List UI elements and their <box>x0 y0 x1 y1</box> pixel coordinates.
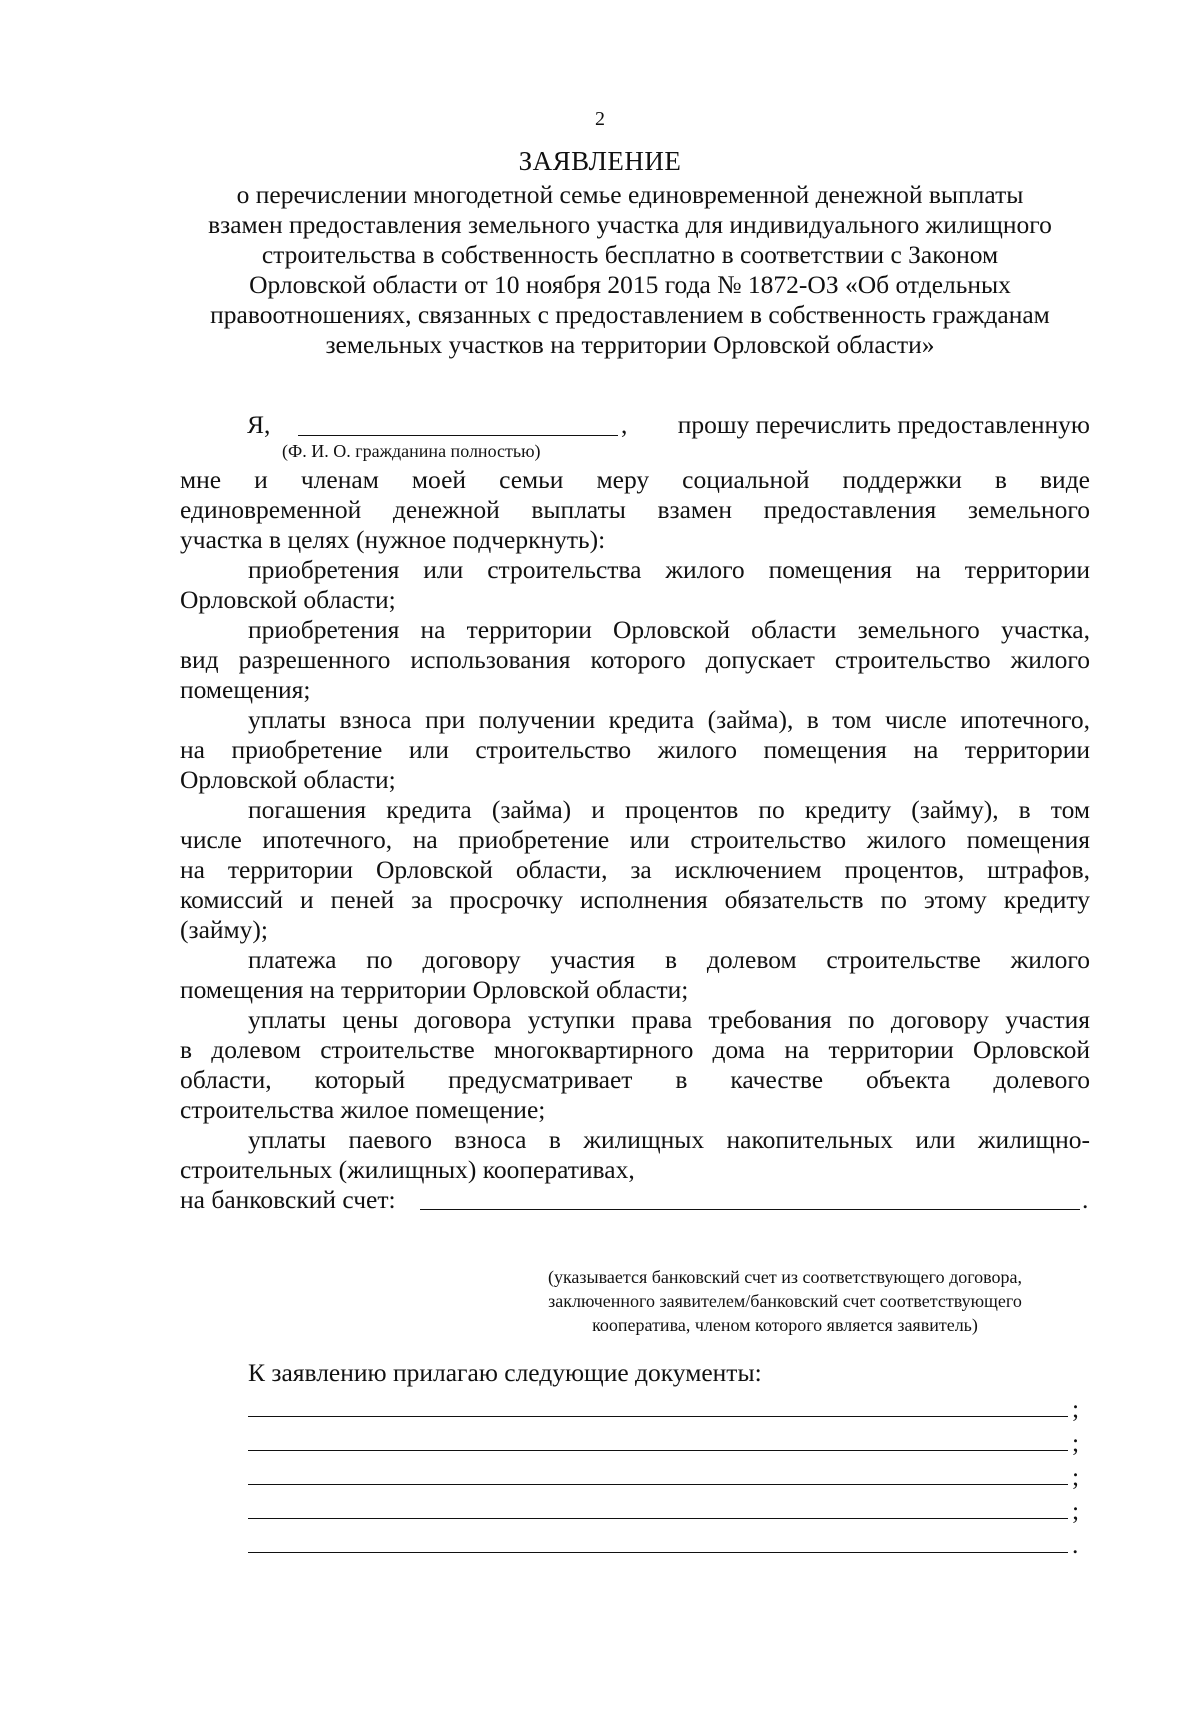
attachment-line-end: . <box>1072 1530 1079 1559</box>
body-line: строительных (жилищных) кооперативах, <box>180 1155 635 1184</box>
body-line: вид разрешенного использования которого допускает строительство жилого <box>180 645 1090 674</box>
attachment-line-end: ; <box>1072 1462 1080 1491</box>
bank-account-line <box>180 1185 1090 1215</box>
intro-prefix: Я, <box>247 410 271 439</box>
attachment-blank[interactable] <box>248 1416 1068 1417</box>
caption-line: заключенного заявителем/банковский счет соответствующего <box>548 1291 1022 1311</box>
bank-account-end: . <box>1082 1185 1089 1214</box>
document-title: ЗАЯВЛЕНИЕ <box>518 146 682 176</box>
caption-line: кооператива, членом которого является заявитель) <box>592 1315 978 1335</box>
purpose-option[interactable]: приобретения на территории Орловской области земельного участка, <box>248 615 1090 644</box>
purpose-option[interactable]: уплаты паевого взноса в жилищных накопительных или жилищно- <box>248 1125 1090 1154</box>
applicant-name-blank[interactable] <box>298 435 618 436</box>
attachment-blank[interactable] <box>248 1552 1068 1553</box>
body-line: комиссий и пеней за просрочку исполнения обязательств по этому кредиту <box>180 885 1090 914</box>
subtitle-line: правоотношениях, связанных с предоставлением в собственность гражданам <box>210 300 1050 329</box>
purpose-option[interactable]: уплаты цены договора уступки права требования по договору участия <box>248 1005 1090 1034</box>
document-body <box>180 465 1090 1215</box>
intro-comma: , <box>621 410 628 439</box>
body-line: числе ипотечного, на приобретение или строительство жилого помещения <box>180 825 1090 854</box>
attachment-line-end: ; <box>1072 1394 1080 1423</box>
body-line: помещения; <box>180 675 311 704</box>
body-line: единовременной денежной выплаты взамен предоставления земельного <box>180 495 1090 524</box>
attachment-line[interactable] <box>248 1428 1108 1462</box>
purpose-option[interactable]: приобретения или строительства жилого помещения на территории <box>248 555 1090 584</box>
applicant-intro <box>180 410 1090 440</box>
attachment-line[interactable] <box>248 1496 1108 1530</box>
subtitle-line: строительства в собственность бесплатно в соответствии с Законом <box>261 240 999 269</box>
attachment-line[interactable] <box>248 1530 1108 1564</box>
body-line: помещения на территории Орловской области; <box>180 975 689 1004</box>
body-line: Орловской области; <box>180 585 396 614</box>
intro-rest: прошу перечислить предоставленную <box>677 410 1090 439</box>
body-line: в долевом строительстве многоквартирного дома на территории Орловской <box>180 1035 1090 1064</box>
attachments-label: К заявлению прилагаю следующие документы: <box>248 1358 762 1387</box>
subtitle-line: Орловской области от 10 ноября 2015 года № 1872-ОЗ «Об отдельных <box>249 270 1011 299</box>
body-line: области, который предусматривает в качестве объекта долевого <box>180 1065 1090 1094</box>
attachment-line-end: ; <box>1072 1428 1080 1457</box>
subtitle-line: о перечислении многодетной семье единовременной денежной выплаты <box>236 180 1024 209</box>
document-subtitle <box>170 180 1090 360</box>
purpose-option[interactable]: погашения кредита (займа) и процентов по кредиту (займу), в том <box>248 795 1090 824</box>
subtitle-line: взамен предоставления земельного участка для индивидуального жилищного <box>208 210 1052 239</box>
body-line: (займу); <box>180 915 268 944</box>
body-line: на территории Орловской области, за исключением процентов, штрафов, <box>180 855 1090 884</box>
bank-account-blank[interactable] <box>420 1209 1080 1210</box>
attachment-line[interactable] <box>248 1462 1108 1496</box>
body-line: Орловской области; <box>180 765 396 794</box>
attachment-blank[interactable] <box>248 1450 1068 1451</box>
bank-account-label: на банковский счет: <box>180 1185 396 1214</box>
body-line: на приобретение или строительство жилого помещения на территории <box>180 735 1090 764</box>
subtitle-line: земельных участков на территории Орловской области» <box>325 330 935 359</box>
attachments-list <box>248 1394 1108 1564</box>
attachment-line[interactable] <box>248 1394 1108 1428</box>
attachment-blank[interactable] <box>248 1484 1068 1485</box>
attachment-blank[interactable] <box>248 1518 1068 1519</box>
bank-account-caption <box>500 1265 1070 1337</box>
page-number: 2 <box>595 108 605 130</box>
purpose-option[interactable]: платежа по договору участия в долевом строительстве жилого <box>248 945 1090 974</box>
purpose-option[interactable]: уплаты взноса при получении кредита (займа), в том числе ипотечного, <box>248 705 1090 734</box>
attachment-line-end: ; <box>1072 1496 1080 1525</box>
body-line: участка в целях (нужное подчеркнуть): <box>180 525 606 554</box>
body-line: мне и членам моей семьи меру социальной поддержки в виде <box>180 465 1090 494</box>
body-line: строительства жилое помещение; <box>180 1095 546 1124</box>
caption-line: (указывается банковский счет из соответствующего договора, <box>547 1267 1023 1287</box>
fio-caption: (Ф. И. О. гражданина полностью) <box>282 441 541 461</box>
